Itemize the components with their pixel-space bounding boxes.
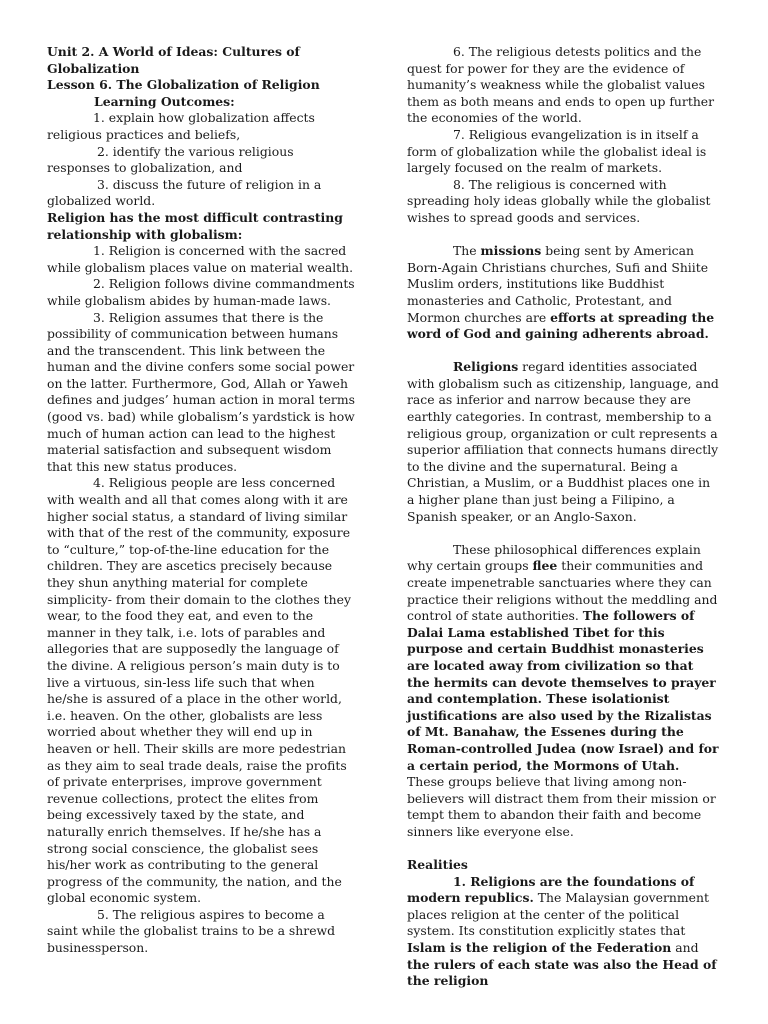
learning-outcomes-heading: Learning Outcomes: xyxy=(94,93,235,109)
differences-paragraph xyxy=(407,542,720,841)
text-run: and xyxy=(671,940,699,956)
text-run: regard identities associated with globalism such as citizenship, language, and race as inferior and narrow because they are earthly categories. In contrast, membership to a religious group, organization or cult represents a superior affiliation that connects humans directly to the divine and the supernatural. Being a Christian, a Muslim, or a Buddhist places one in a higher plane than just being a Filipino, a Spanish speaker, or an Anglo-Saxon. xyxy=(407,359,719,524)
identities-paragraph xyxy=(407,359,720,525)
missions-paragraph xyxy=(407,243,720,343)
contrast-point: 8. The religious is concerned with spreading holy ideas globally while the globalist wishes to spread goods and services. xyxy=(407,176,711,225)
right-column xyxy=(407,44,720,990)
contrast-point: 7. Religious evangelization is in itself a form of globalization while the globalist ideal is largely focused on the realm of markets. xyxy=(407,126,707,176)
unit-title: Unit 2. A World of Ideas: Cultures of Globalization xyxy=(47,44,300,76)
text-run: These philosophical differences explain why certain groups xyxy=(407,541,701,574)
bold-run: the rulers of each state was also the Head of the religion xyxy=(407,956,717,989)
contrast-point: 6. The religious detests politics and the quest for power for they are the evidence of humanity’s weakness while the globalist values them as both means and ends to open up further the economies of the world. xyxy=(407,44,715,126)
bold-run: flee xyxy=(532,558,558,574)
lesson-title: Lesson 6. The Globalization of Religion xyxy=(47,77,320,93)
bold-run: efforts at spreading the word of God and gaining adherents abroad. xyxy=(407,309,715,342)
text-run: The Malaysian government places religion at the center of the political system. Its constitution explicitly states that xyxy=(407,890,709,939)
bold-run: Religions xyxy=(453,359,519,375)
bold-run: missions xyxy=(480,243,542,259)
realities-heading: Realities xyxy=(407,857,468,873)
contrast-point: 1. Religion is concerned with the sacred while globalism places value on material wealth. xyxy=(47,243,354,275)
text-run: These groups believe that living among non-believers will distract them from their mission or tempt them to abandon their faith and become sinners like everyone else. xyxy=(407,774,716,839)
contrast-point: 2. Religion follows divine commandments while globalism abides by human-made laws. xyxy=(47,276,355,308)
text-run: The xyxy=(453,243,481,259)
contrast-point: 3. Religion assumes that there is the possibility of communication between humans and the transcendent. This link between the human and the divine confers some social power on the latter. Furthermore, God, Allah or Yaweh defines and judges’ human action in moral terms (good vs. bad) while globalism’s yardstick is how much of human action can lead to the highest material satisfaction and subsequent wisdom that this new status produces. xyxy=(47,309,355,474)
outcome-item: 3. discuss the future of religion in a globalized world. xyxy=(47,176,322,209)
bold-run: Islam is the religion of the Federation xyxy=(407,940,672,956)
outcome-item: 1. explain how globalization affects religious practices and beliefs, xyxy=(47,110,315,142)
contrast-point: 4. Religious people are less concerned with wealth and all that comes along with it are higher social status, a standard of living similar with that of the rest of the community, exposure to “culture,” top-of-the-line education for the children. They are ascetics precisely because they shun anything material for complete simplicity- from their domain to the clothes they wear, to the food they eat, and even to the manner in they talk, i.e. lots of parables and allegories that are supposedly the language of the divine. A religious person’s main duty is to live a virtuous, sin-less life such that when he/she is assured of a place in the other world, i.e. heaven. On the other, globalists are less worried about whether they will end up in heaven or hell. Their skills are more pedestrian as they aim to seal trade deals, raise the profits of private enterprises, improve government revenue collections, protect the elites from being excessively taxed by the state, and naturally enrich themselves. If he/she has a strong social conscience, the globalist sees his/her work as contributing to the general progress of the community, the nation, and the global economic system. xyxy=(47,475,351,906)
outcome-item: 2. identify the various religious responses to globalization, and xyxy=(47,143,294,176)
contrast-point: 5. The religious aspires to become a saint while the globalist trains to be a shrewd businessperson. xyxy=(47,906,336,956)
text-run: their communities and create impenetrable sanctuaries where they can practice their religions without the meddling and control of state authorities. xyxy=(407,558,718,624)
bold-run: The followers of Dalai Lama established Tibet for this purpose and certain Buddhist monasteries are located away from civilization so that the hermits can devote themselves to prayer and contemplation. These isolationist justifications are also used by the Rizalistas of Mt. Banahaw, the Essenes during the Roman-controlled Judea (now Israel) and for a certain period, the Mormons of Utah. xyxy=(407,608,719,773)
contrast-heading: Religion has the most difficult contrasting relationship with globalism: xyxy=(47,209,343,242)
reality-paragraph xyxy=(407,874,720,990)
bold-run: 1. Religions are the foundations of modern republics. xyxy=(407,873,695,906)
text-run: being sent by American Born-Again Christians churches, Sufi and Shiite Muslim orders, institutions like Buddhist monasteries and Catholic, Protestant, and Mormon churches are xyxy=(407,243,709,325)
left-column xyxy=(47,44,357,957)
